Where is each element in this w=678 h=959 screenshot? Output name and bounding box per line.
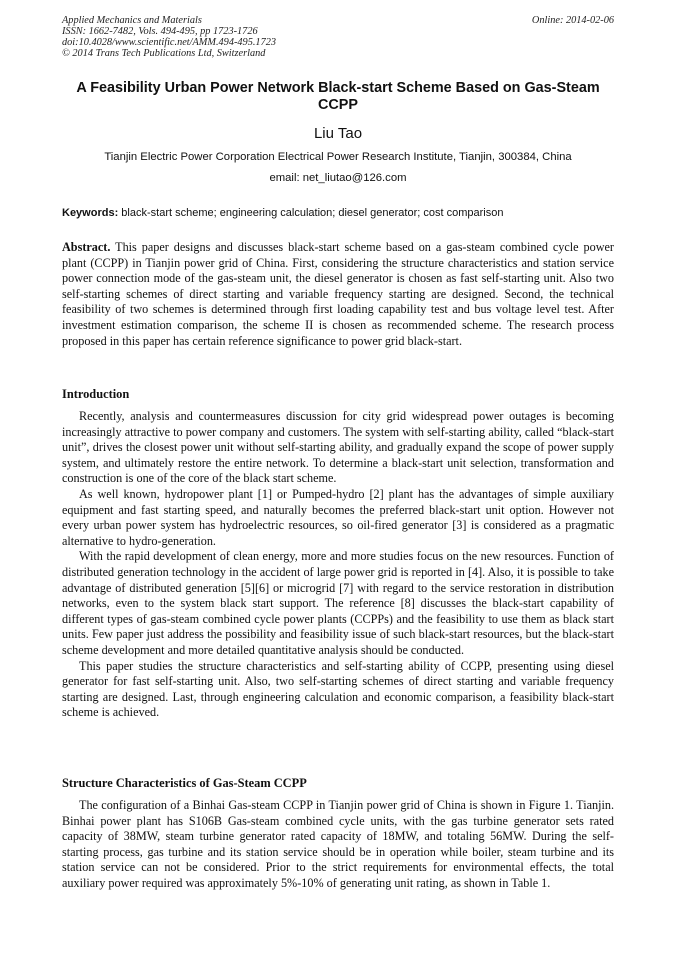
keywords bbox=[62, 206, 622, 220]
structure-body bbox=[62, 798, 614, 892]
author-name: Liu Tao bbox=[313, 125, 363, 142]
abstract-label: Abstract. bbox=[62, 240, 111, 254]
author-email: email: net_liutao@126.com bbox=[269, 172, 407, 184]
copyright-line: © 2014 Trans Tech Publications Ltd, Switzerland bbox=[62, 48, 266, 59]
affiliation: Tianjin Electric Power Corporation Electrical Power Research Institute, Tianjin, 300384, China bbox=[104, 151, 572, 163]
paper-title: A Feasibility Urban Power Network Black-start Scheme Based on Gas-Steam CCPP bbox=[76, 80, 600, 113]
abstract bbox=[62, 240, 614, 349]
doi-line: doi:10.4028/www.scientific.net/AMM.494-495.1723 bbox=[62, 37, 277, 48]
paragraph: The configuration of a Binhai Gas-steam CCPP in Tianjin power grid of China is shown in Figure 1. Tianjin. Binhai power plant has S106B Gas-steam combined cycle units, with the gas turbine generator sets rated capacity of 38MW, steam turbine generator rated capacity of 18MW, and totaling 56MW. During the self-starting process, gas turbine and its station service should be in operation while boiler, steam turbine and its station service can not be considered. Prior to the strict requirements for environmental effects, the total auxiliary power required was approximately 5%-10% of generating unit rating, as shown in Table 1. bbox=[62, 798, 614, 890]
issn-line: ISSN: 1662-7482, Vols. 494-495, pp 1723-1726 bbox=[62, 26, 258, 37]
paragraph: With the rapid development of clean energy, more and more studies focus on the new resources. Function of distributed generation technology in the accident of large power grid is reported in [4]. Also, it is possible to take advantage of distributed generation [5][6] or microgrid [7] with regard to the service restoration in distribution networks, even to the system black start support. The reference [8] discusses the black-start capability of different types of gas-steam combined cycle power plants (CCPPs) and the feasibility to use them as black start units. Few paper just address the possibility and feasibility issue of such black-start resources, but the black-start scheme development and more detailed quantitative analysis should be conducted. bbox=[62, 549, 614, 657]
paragraph: This paper studies the structure characteristics and self-starting ability of CCPP, presenting using diesel generator for fast self-starting unit. Also, two self-starting schemes of direct starting and variable frequency starting are designed. Last, through engineering calculation and economic comparison, a feasibility black-start scheme is achieved. bbox=[62, 658, 614, 720]
paragraph: Recently, analysis and countermeasures discussion for city grid widespread power outages is becoming increasingly attractive to power company and customers. The system with self-starting ability, called “black-start unit”, drives the closest power unit without self-starting ability, and gradually expand the scope of power supply system, and ultimately restore the entire network. To determine a black-start unit selection, transformation and construction is one of the core of the black start scheme. bbox=[62, 409, 614, 486]
structure-heading: Structure Characteristics of Gas-Steam CCPP bbox=[62, 776, 307, 790]
abstract-text: This paper designs and discusses black-start scheme based on a gas-steam combined cycle power plant (CCPP) in Tianjin power grid of China. First, considering the structure characteristics and station service power connection mode of the gas-steam unit, the diesel generator is chosen as fast self-starting unit. Also two self-starting schemes of direct starting and variable frequency starting are designed. Second, the technical feasibility of two schemes is determined through first loading capability test and bus voltage level test. After investment estimation comparison, the scheme II is chosen as recommended scheme. The research process proposed in this paper has certain reference significance to power grid black-start. bbox=[62, 240, 614, 348]
online-date: Online: 2014-02-06 bbox=[531, 15, 614, 26]
paragraph: As well known, hydropower plant [1] or Pumped-hydro [2] plant has the advantages of simple auxiliary equipment and fast starting speed, and naturally becomes the preferred black-start unit option. However not every urban power system has hydroelectric resources, so oil-fired generator [3] is considered as a pragmatic alternative to hydro-generation. bbox=[62, 486, 614, 548]
introduction-heading: Introduction bbox=[62, 387, 130, 401]
journal-name: Applied Mechanics and Materials bbox=[62, 15, 202, 26]
journal-header bbox=[62, 15, 502, 59]
keywords-label: Keywords: bbox=[62, 207, 119, 219]
keywords-text: black-start scheme; engineering calculation; diesel generator; cost comparison bbox=[118, 207, 504, 219]
introduction-body bbox=[62, 409, 614, 721]
